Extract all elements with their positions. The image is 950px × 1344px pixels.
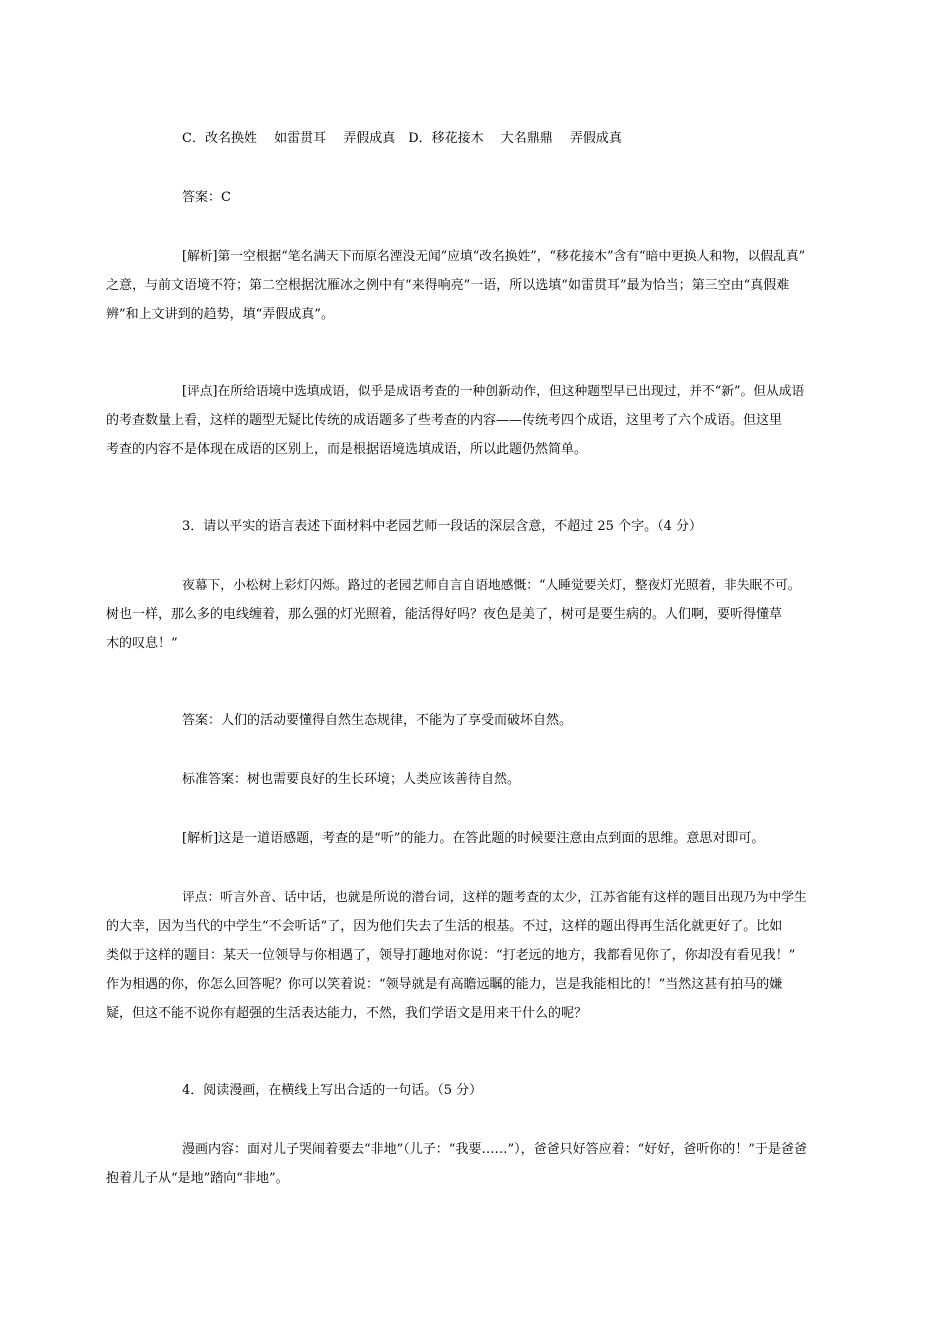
text-line: 的大幸，因为当代的中学生“不会听话”了，因为他们失去了生活的根基。不过，这样的题出得再生活化就更好了。比如 (106, 919, 783, 934)
text-line: 漫画内容：面对儿子哭闹着要去“非地”（儿子：“我要……”），爸爸只好答应着：“好好，爸听你的！”于是爸爸 (182, 1142, 807, 1157)
text-line: 疑，但这不能不说你有超强的生活表达能力，不然，我们学语文是用来干什么的呢？ (106, 1006, 588, 1021)
paragraph-question-4 (144, 1076, 808, 1105)
text-line: 答案：人们的活动要懂得自然生态规律，不能为了享受而破坏自然。 (182, 713, 573, 728)
text-line: 考查的内容不是体现在成语的区别上，而是根据语境选填成语，所以此题仍然简单。 (106, 442, 588, 457)
text-line: [评点]在所给语境中选填成语，似乎是成语考查的一种创新动作，但这种题型早已出现过，并不“新”。但从成语 (182, 384, 805, 399)
paragraph-answer-2 (144, 183, 808, 212)
text-line: 4．阅读漫画，在横线上写出合适的一句话。（5 分） (182, 1083, 483, 1098)
text-line: [解析]这是一道语感题，考查的是“听”的能力。在答此题的时候要注意由点到面的思维。意思对即可。 (182, 831, 765, 846)
text-line: 辨”和上文讲到的趋势，填“弄假成真”。 (106, 307, 334, 322)
text-line: 抱着儿子从“是地”踏向“非地”。 (106, 1171, 289, 1186)
text-line: 类似于这样的题目：某天一位领导与你相遇了，领导打趣地对你说：“打老远的地方，我都看见你了，你却没有看见我！” (106, 948, 796, 963)
paragraph-comment-2 (106, 377, 808, 464)
text-line: C．改名换姓 如雷贯耳 弄假成真 D．移花接木 大名鼎鼎 弄假成真 (182, 131, 622, 146)
paragraph-analysis-2 (106, 242, 808, 329)
paragraph-option-cd (144, 124, 808, 153)
paragraph-standard-answer-3 (144, 765, 808, 794)
paragraph-cartoon-4 (106, 1135, 808, 1193)
text-line: 之意，与前文语境不符；第二空根据沈雁冰之例中有“来得响亮”一语，所以选填“如雷贯耳”最为恰当；第三空由“真假难 (106, 278, 790, 293)
text-line: 作为相遇的你，你怎么回答呢？你可以笑着说：“领导就是有高瞻远瞩的能力，岂是我能相比的！”当然这甚有拍马的嫌 (106, 977, 783, 992)
text-line: 木的叹息！” (106, 636, 178, 651)
text-line: [解析]第一空根据“笔名满天下而原名湮没无闻”应填“改名换姓”，“移花接木”含有“暗中更换人和物，以假乱真” (182, 249, 806, 264)
paragraph-analysis-3 (144, 824, 808, 853)
paragraph-question-3 (144, 512, 808, 541)
text-line: 的考查数量上看，这样的题型无疑比传统的成语题多了些考查的内容——传统考四个成语，这里考了六个成语。但这里 (106, 413, 783, 428)
text-line: 答案：C (182, 190, 231, 205)
text-line: 评点：听言外音、话中话，也就是所说的潜台词，这样的题考查的太少，江苏省能有这样的题目出现乃为中学生 (182, 890, 807, 905)
text-line: 标准答案：树也需要良好的生长环境；人类应该善待自然。 (182, 772, 521, 787)
paragraph-comment-3 (106, 883, 808, 1028)
text-line: 树也一样，那么多的电线缠着，那么强的灯光照着，能活得好吗？夜色是美了，树可是要生病的。人们啊，要听得懂草 (106, 607, 783, 622)
paragraph-answer-3 (144, 706, 808, 735)
paragraph-material-3 (106, 571, 808, 658)
text-line: 3．请以平实的语言表述下面材料中老园艺师一段话的深层含意，不超过 25 个字。（4 分） (182, 519, 702, 534)
text-line: 夜幕下，小松树上彩灯闪烁。路过的老园艺师自言自语地感慨：“人睡觉要关灯，整夜灯光照着，非失眠不可。 (182, 578, 801, 593)
